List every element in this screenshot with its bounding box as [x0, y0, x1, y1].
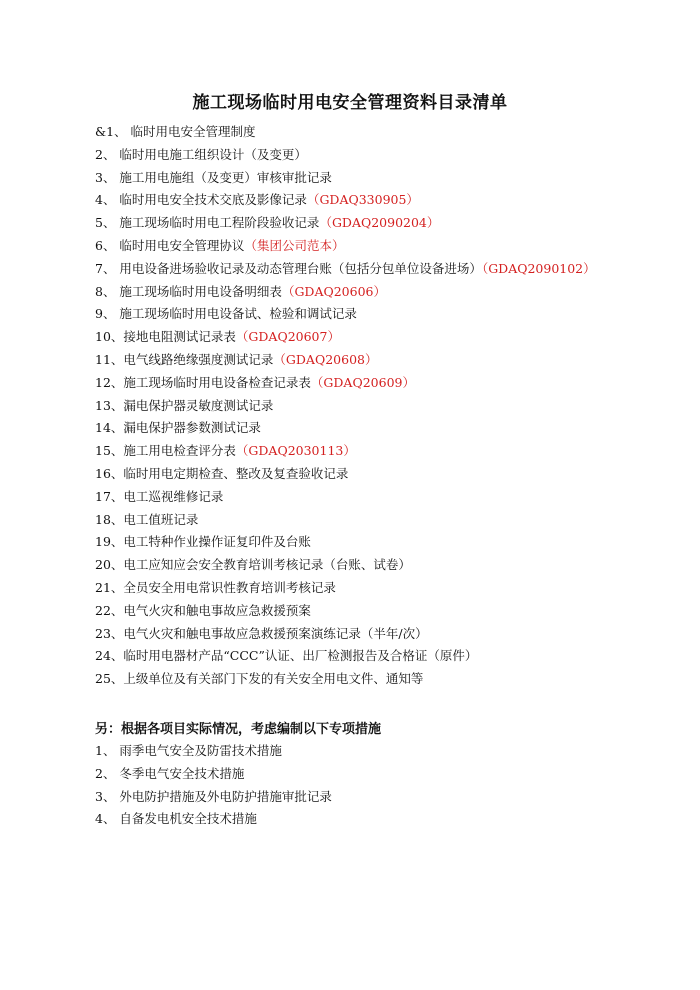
list-item: 4、 自备发电机安全技术措施	[95, 811, 257, 827]
list-item	[95, 395, 685, 418]
list-item	[95, 349, 685, 372]
item-text: 5、 施工现场临时用电工程阶段验收记录	[95, 215, 320, 231]
list-item: 2、 冬季电气安全技术措施	[95, 765, 245, 781]
item-text: 16、临时用电定期检查、整改及复查验收记录	[95, 465, 349, 481]
item-text: 19、电工特种作业操作证复印件及台账	[95, 534, 311, 550]
list-item	[95, 623, 685, 646]
list-item	[95, 235, 685, 258]
item-code: （GDAQ20609）	[310, 374, 415, 390]
list-item	[95, 144, 685, 167]
list-item	[95, 509, 685, 532]
item-text: 14、漏电保护器参数测试记录	[95, 420, 261, 436]
list-item	[95, 440, 685, 463]
item-text: 22、电气火灾和触电事故应急救援预案	[95, 602, 311, 618]
list-item	[95, 281, 685, 304]
item-text: 20、电工应知应会安全教育培训考核记录（台账、试卷）	[95, 557, 411, 573]
item-code: （GDAQ20607）	[235, 329, 340, 345]
list-item	[95, 189, 685, 212]
item-text: 9、 施工现场临时用电设备试、检验和调试记录	[95, 306, 357, 322]
list-item: 1、 雨季电气安全及防雷技术措施	[95, 743, 282, 758]
list-item	[95, 645, 685, 668]
item-text: 17、电工巡视维修记录	[95, 488, 224, 504]
list-item	[95, 212, 685, 235]
list-item	[95, 121, 685, 144]
item-code: （GDAQ2090204）	[319, 215, 440, 231]
item-text: &1、 临时用电安全管理制度	[95, 124, 256, 139]
item-text: 6、 临时用电安全管理协议	[95, 237, 245, 253]
item-code: （集团公司范本）	[244, 237, 345, 253]
special-measures-list	[95, 740, 685, 831]
item-text: 21、全员安全用电常识性教育培训考核记录	[95, 579, 336, 595]
list-item	[95, 668, 685, 691]
list-item: 3、 外电防护措施及外电防护措施审批记录	[95, 788, 332, 804]
list-item	[95, 463, 685, 486]
directory-list	[95, 121, 685, 691]
item-text: 25、上级单位及有关部门下发的有关安全用电文件、通知等	[95, 671, 424, 687]
list-item	[95, 554, 685, 577]
item-code: （GDAQ330905）	[306, 192, 419, 208]
list-item	[95, 600, 685, 623]
item-text: 2、 临时用电施工组织设计（及变更）	[95, 146, 307, 162]
list-item	[95, 372, 685, 395]
list-item	[95, 417, 685, 440]
list-item	[95, 167, 685, 190]
item-text: 4、 临时用电安全技术交底及影像记录	[95, 192, 307, 208]
item-text: 11、电气线路绝缘强度测试记录	[95, 351, 274, 367]
document-title: 施工现场临时用电安全管理资料目录清单	[192, 93, 508, 113]
item-code: （GDAQ2090102）	[481, 260, 596, 276]
item-code: （GDAQ20606）	[281, 283, 386, 299]
list-item	[95, 577, 685, 600]
list-item	[95, 303, 685, 326]
list-item	[95, 531, 685, 554]
item-text: 12、施工现场临时用电设备检查记录表	[95, 374, 311, 390]
list-item	[95, 326, 685, 349]
item-text: 7、 用电设备进场验收记录及动态管理台账（包括分包单位设备进场）	[95, 260, 482, 276]
item-code: （GDAQ20608）	[273, 351, 378, 367]
list-item	[95, 486, 685, 509]
item-text: 8、 施工现场临时用电设备明细表	[95, 283, 282, 299]
item-text: 10、接地电阻测试记录表	[95, 329, 236, 345]
item-text: 13、漏电保护器灵敏度测试记录	[95, 397, 274, 413]
item-text: 23、电气火灾和触电事故应急救援预案演练记录（半年/次）	[95, 625, 428, 641]
list-item	[95, 258, 685, 281]
item-text: 24、临时用电器材产品“CCC”认证、出厂检测报告及合格证（原件）	[95, 648, 478, 664]
item-text: 3、 施工用电施组（及变更）审核审批记录	[95, 169, 332, 185]
special-measures-heading: 另：根据各项目实际情况，考虑编制以下专项措施	[95, 722, 382, 737]
item-code: （GDAQ2030113）	[235, 443, 356, 459]
item-text: 18、电工值班记录	[95, 511, 199, 527]
item-text: 15、施工用电检查评分表	[95, 443, 236, 459]
